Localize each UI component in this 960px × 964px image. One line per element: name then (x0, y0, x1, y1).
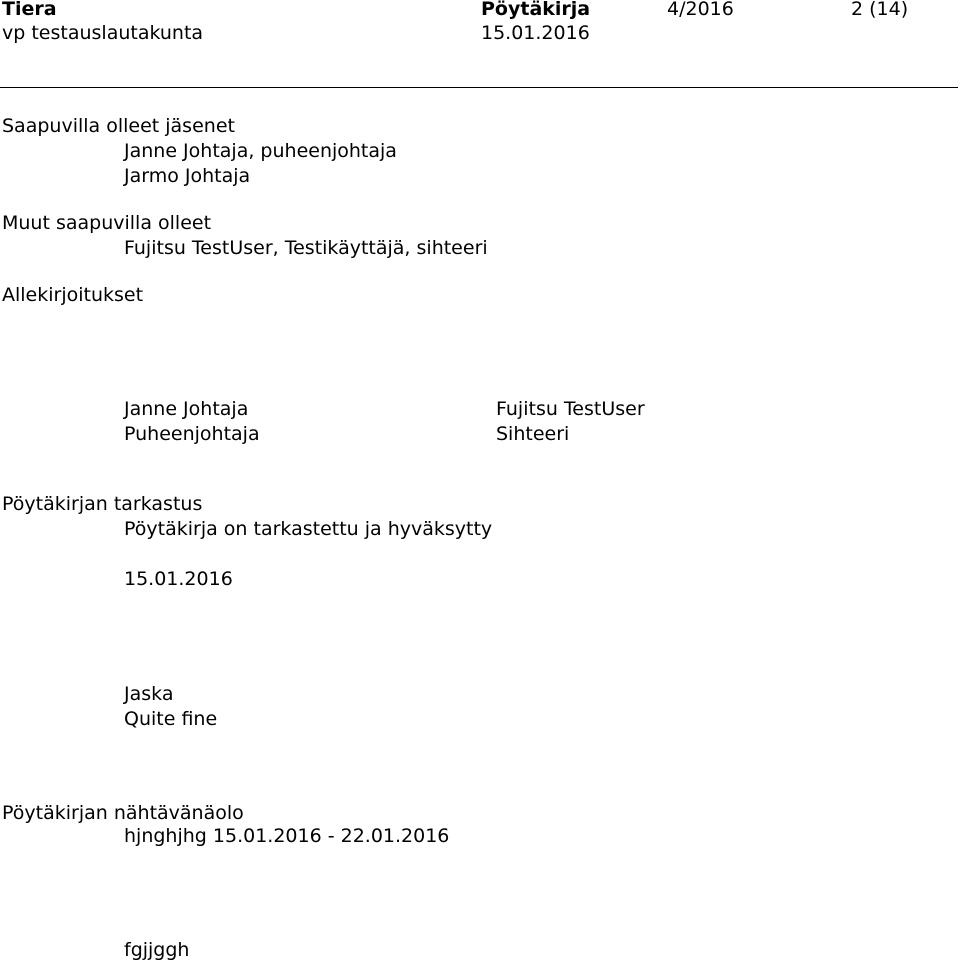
review-statement: Pöytäkirja on tarkastettu ja hyväksytty (124, 518, 493, 540)
signer-role: Sihteeri (496, 423, 570, 445)
signer-name: Janne Johtaja (124, 398, 249, 420)
header-doc-number: 4/2016 (667, 0, 734, 20)
others-item: Fujitsu TestUser, Testikäyttäjä, sihteeri (124, 237, 488, 259)
attendee-item: Jarmo Johtaja (124, 165, 251, 187)
signer-role: Puheenjohtaja (124, 423, 260, 445)
header-date: 15.01.2016 (481, 22, 590, 44)
attendee-item: Janne Johtaja, puheenjohtaja (124, 140, 397, 162)
header-page-number: 2 (14) (851, 0, 909, 20)
review-date: 15.01.2016 (124, 568, 233, 590)
signer-name: Fujitsu TestUser (496, 398, 645, 420)
review-heading: Pöytäkirjan tarkastus (2, 493, 203, 515)
reviewer-name: Jaska (124, 683, 174, 705)
header-body-name: vp testauslautakunta (2, 22, 204, 44)
signatures-heading: Allekirjoitukset (2, 284, 144, 306)
display-note: fgjjggh (124, 939, 190, 961)
header-org: Tiera (2, 0, 57, 20)
display-heading: Pöytäkirjan nähtävänäolo (2, 802, 244, 824)
attendees-heading: Saapuvilla olleet jäsenet (2, 115, 235, 137)
reviewer-note: Quite fine (124, 708, 218, 730)
display-period: hjnghjhg 15.01.2016 - 22.01.2016 (124, 825, 450, 847)
others-heading: Muut saapuvilla olleet (2, 212, 212, 234)
header-divider (0, 87, 958, 88)
header-doc-type: Pöytäkirja (481, 0, 591, 20)
